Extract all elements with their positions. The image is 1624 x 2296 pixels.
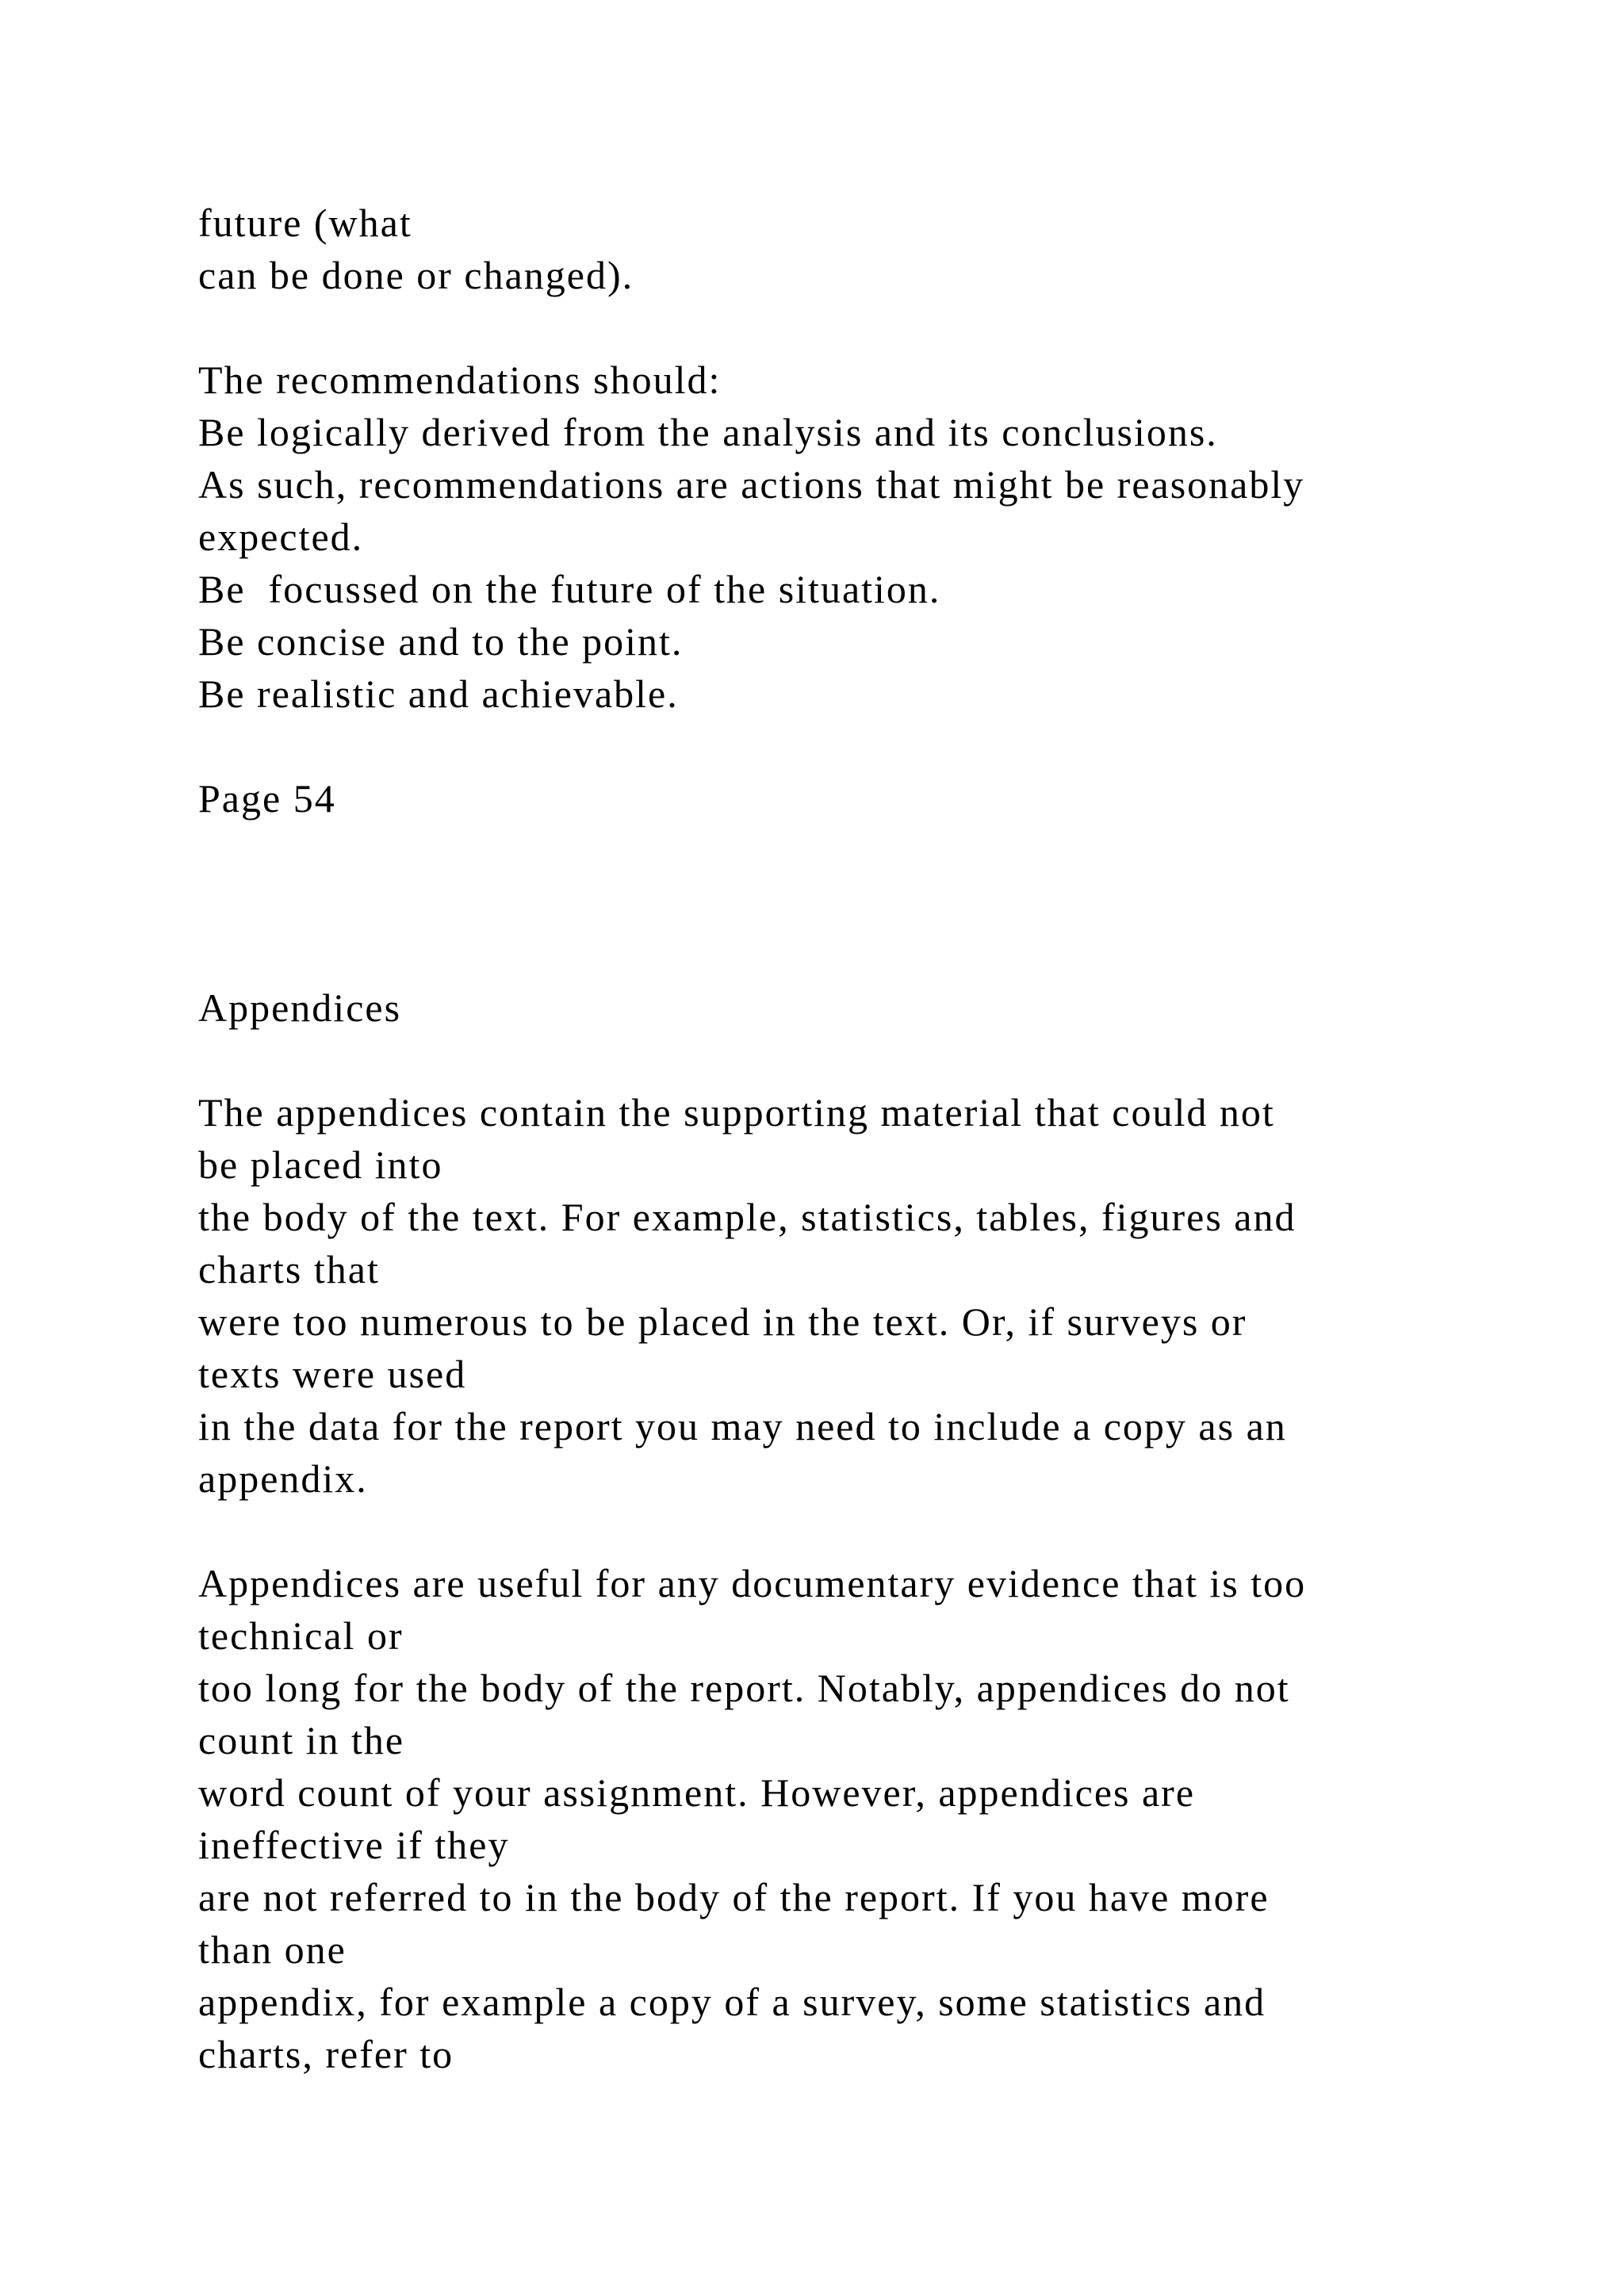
text-line: in the data for the report you may need to include a copy as an xyxy=(198,1404,1287,1448)
text-line: technical or xyxy=(198,1613,404,1658)
page-number: Page 54 xyxy=(198,776,336,821)
text-line: Be realistic and achievable. xyxy=(198,672,679,716)
text-line: Be concise and to the point. xyxy=(198,619,684,664)
text-line: texts were used xyxy=(198,1352,467,1396)
text-line: Appendices are useful for any documentary evidence that is too xyxy=(198,1561,1307,1605)
text-line: The recommendations should: xyxy=(198,358,722,402)
text-line: can be done or changed). xyxy=(198,253,634,297)
text-line: charts that xyxy=(198,1247,380,1292)
text-line: The appendices contain the supporting material that could not xyxy=(198,1090,1275,1135)
text-line: future (what xyxy=(198,201,412,245)
text-line: are not referred to in the body of the report. If you have more xyxy=(198,1875,1270,1919)
text-line: count in the xyxy=(198,1718,405,1762)
text-line: Be focussed on the future of the situation. xyxy=(198,567,941,611)
text-line: too long for the body of the report. Notably, appendices do not xyxy=(198,1666,1290,1710)
text-line: appendix, for example a copy of a survey, some statistics and xyxy=(198,1980,1266,2024)
text-line: be placed into xyxy=(198,1142,443,1187)
text-line: ineffective if they xyxy=(198,1823,510,1867)
text-line: were too numerous to be placed in the text. Or, if surveys or xyxy=(198,1299,1247,1344)
text-line: word count of your assignment. However, appendices are xyxy=(198,1770,1196,1815)
text-line: than one xyxy=(198,1927,347,1972)
text-line: the body of the text. For example, statistics, tables, figures and xyxy=(198,1195,1297,1239)
text-line: expected. xyxy=(198,515,364,559)
text-line: appendix. xyxy=(198,1456,368,1501)
text-line: charts, refer to xyxy=(198,2032,454,2076)
text-line: Be logically derived from the analysis and its conclusions. xyxy=(198,410,1218,454)
text-line: As such, recommendations are actions that might be reasonably xyxy=(198,462,1305,507)
section-heading: Appendices xyxy=(198,985,402,1030)
